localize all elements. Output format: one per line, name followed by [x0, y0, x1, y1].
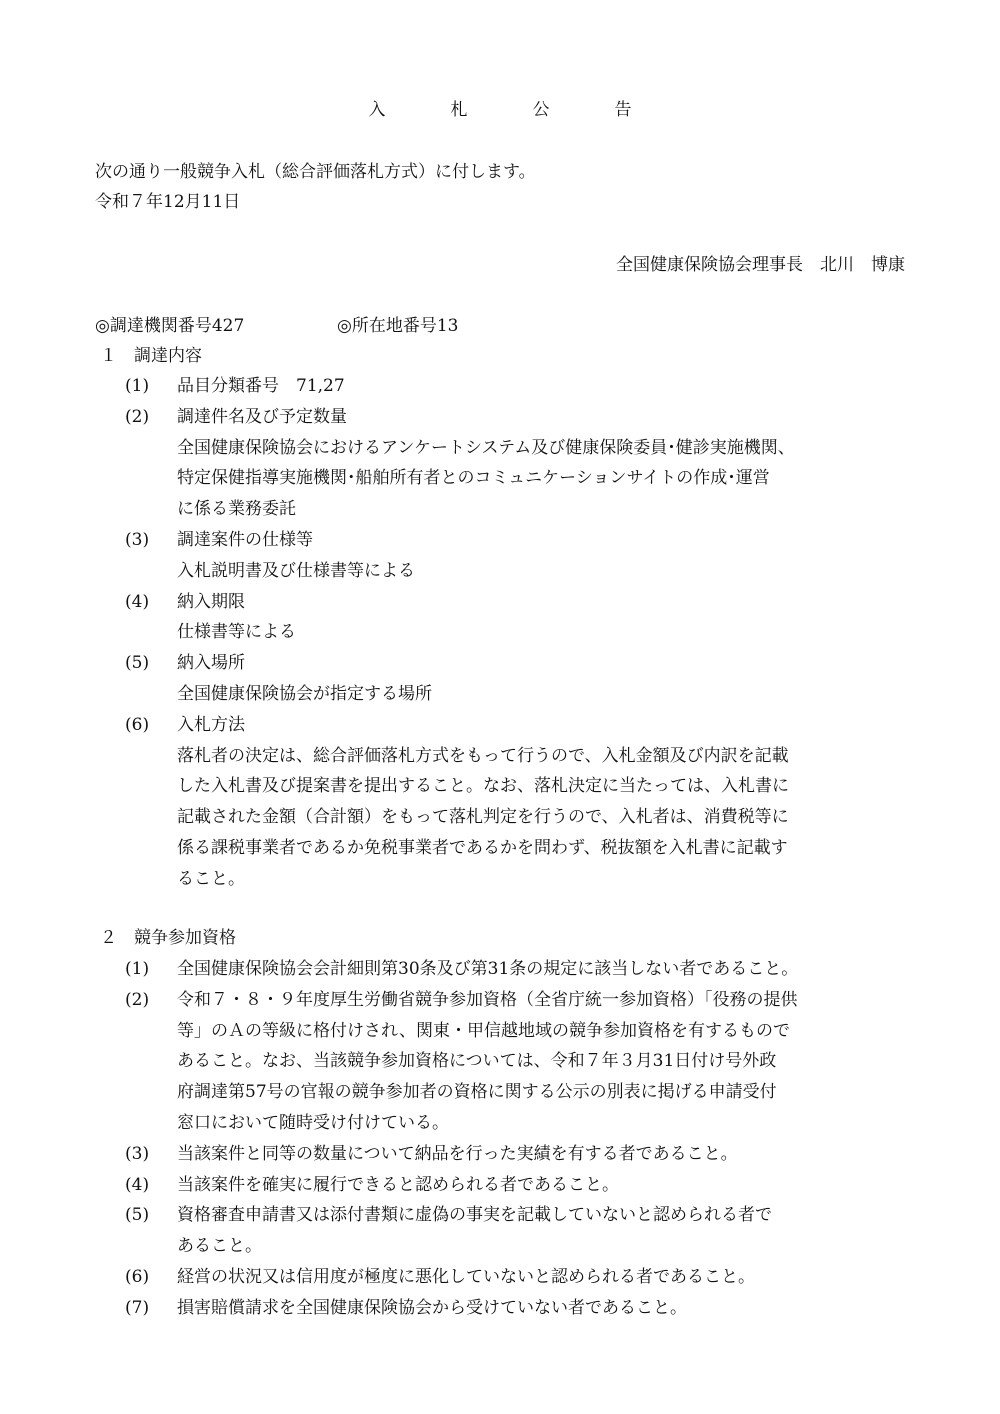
item-text-line: あること。: [177, 1236, 262, 1257]
item-text-line: した入札書及び提案書を提出すること。なお、落札決定に当たっては、入札書に: [177, 776, 789, 797]
item-heading: 当該案件を確実に履行できると認められる者であること。: [177, 1174, 619, 1195]
item-number: (3): [125, 530, 150, 550]
item-text-line: 記載された金額（合計額）をもって落札判定を行うので、入札者は、消費税等に: [177, 807, 789, 828]
item-text-line: に係る業務委託: [177, 499, 296, 520]
item-heading: 入札方法: [177, 714, 245, 735]
item-number: (6): [125, 1267, 150, 1287]
item-number: (6): [125, 714, 150, 735]
section1-heading: １ 調達内容: [100, 346, 202, 366]
item-text-line: 落札者の決定は、総合評価落札方式をもって行うので、入札金額及び内訳を記載: [177, 745, 789, 766]
item-text-line: 入札説明書及び仕様書等による: [177, 560, 415, 581]
item-heading: 損害賠償請求を全国健康保険協会から受けていない者であること。: [177, 1297, 687, 1318]
item-text-line: 特定保健指導実施機関･船舶所有者とのコミュニケーションサイトの作成･運営: [177, 468, 770, 489]
page-title: 入 札 公 告: [368, 100, 656, 120]
item-number: (2): [125, 989, 150, 1010]
item-heading: 品目分類番号 71,27: [177, 376, 345, 396]
item-heading: 当該案件と同等の数量について納品を行った実績を有する者であること。: [177, 1143, 738, 1164]
item-text-line: ること。: [177, 868, 245, 889]
item-text-line: 全国健康保険協会が指定する場所: [177, 684, 432, 704]
item-heading: 資格審査申請書又は添付書類に虚偽の事実を記載していないと認められる者で: [177, 1205, 772, 1226]
item-text-line: あること。なお、当該競争参加資格については、令和７年３月31日付け号外政: [177, 1051, 777, 1072]
item-text-line: 全国健康保険協会におけるアンケートシステム及び健康保険委員･健診実施機関、: [177, 437, 795, 458]
item-number: (5): [125, 653, 150, 674]
item-number: (1): [125, 959, 150, 979]
item-number: (4): [125, 591, 150, 612]
item-number: (5): [125, 1205, 150, 1226]
item-number: (1): [125, 376, 150, 396]
item-heading: 全国健康保険協会会計細則第30条及び第31条の規定に該当しない者であること。: [177, 959, 799, 979]
item-text-line: 仕様書等による: [177, 622, 296, 643]
item-number: (2): [125, 406, 150, 427]
item-heading: 調達案件の仕様等: [177, 530, 313, 550]
item-heading: 令和７・８・９年度厚生労働省競争参加資格（全省庁統一参加資格）「役務の提供: [177, 989, 798, 1010]
item-number: (4): [125, 1174, 150, 1195]
item-number: (3): [125, 1143, 150, 1164]
item-text-line: 府調達第57号の官報の競争参加者の資格に関する公示の別表に掲げる申請受付: [177, 1082, 777, 1103]
item-heading: 納入期限: [177, 591, 245, 612]
item-heading: 調達件名及び予定数量: [177, 406, 347, 427]
issuer-text: 全国健康保険協会理事長 北川 博康: [616, 255, 905, 275]
agency-code: ◎調達機関番号427: [95, 316, 245, 336]
item-heading: 納入場所: [177, 653, 245, 674]
item-heading: 経営の状況又は信用度が極度に悪化していないと認められる者であること。: [177, 1267, 755, 1287]
section2-heading: ２ 競争参加資格: [100, 928, 236, 948]
location-code: ◎所在地番号13: [337, 316, 459, 336]
intro-text: 次の通り一般競争入札（総合評価落札方式）に付します。: [95, 162, 536, 182]
date-text: 令和７年12月11日: [95, 192, 241, 212]
item-text-line: 窓口において随時受け付けている。: [177, 1113, 449, 1133]
item-number: (7): [125, 1297, 150, 1318]
item-text-line: 係る課税事業者であるか免税事業者であるかを問わず、税抜額を入札書に記載す: [177, 838, 788, 858]
item-text-line: 等」のＡの等級に格付けされ、関東・甲信越地域の競争参加資格を有するもので: [177, 1020, 791, 1041]
